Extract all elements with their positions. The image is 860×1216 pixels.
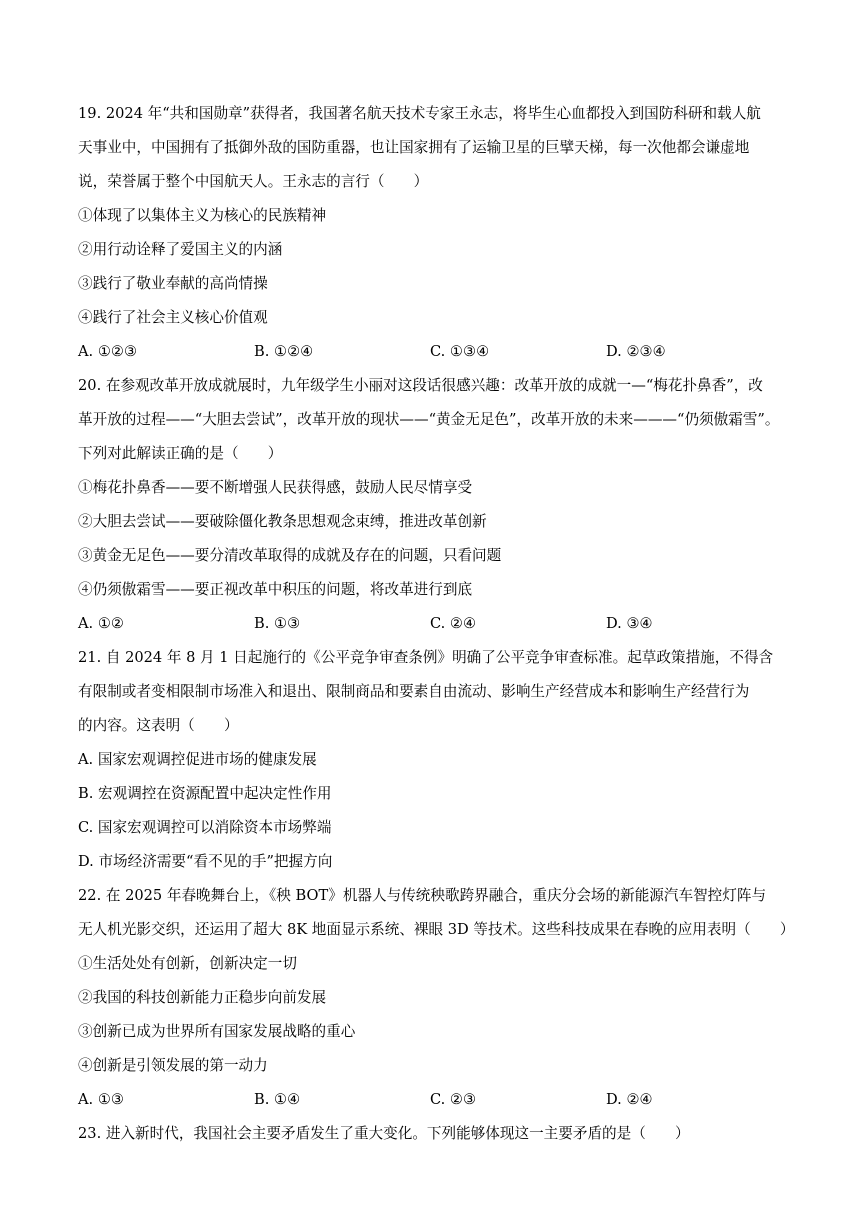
answer-option-a: A. ①② xyxy=(78,615,124,632)
question-stem-line: 下列对此解读正确的是（ ） xyxy=(78,445,283,462)
question-stem-line: 19. 2024 年“共和国勋章”获得者，我国著名航天技术专家王永志，将毕生心血都投入到国防科研和载人航 xyxy=(78,105,761,122)
question-stem-line: 22. 在 2025 年春晚舞台上，《秧 BOT》机器人与传统秧歌跨界融合，重庆分会场的新能源汽车智控灯阵与 xyxy=(78,887,767,904)
answer-option-c: C. 国家宏观调控可以消除资本市场弊端 xyxy=(78,819,332,836)
question-stem-line: 20. 在参观改革开放成就展时，九年级学生小丽对这段话很感兴趣：改革开放的成就一—“梅花扑鼻香”，改 xyxy=(78,377,763,394)
answer-option-b: B. 宏观调控在资源配置中起决定性作用 xyxy=(78,785,332,802)
answer-option-c: C. ②④ xyxy=(430,615,477,632)
statement-item: ①梅花扑鼻香——要不断增强人民获得感，鼓励人民尽情享受 xyxy=(78,479,473,496)
question-stem-line: 的内容。这表明（ ） xyxy=(78,717,239,734)
statement-item: ②用行动诠释了爱国主义的内涵 xyxy=(78,241,283,258)
statement-item: ④践行了社会主义核心价值观 xyxy=(78,309,268,326)
question-stem-line: 23. 进入新时代，我国社会主要矛盾发生了重大变化。下列能够体现这一主要矛盾的是（ ） xyxy=(78,1125,690,1142)
question-stem-line: 有限制或者变相限制市场准入和退出、限制商品和要素自由流动、影响生产经营成本和影响生产经营行为 xyxy=(78,683,750,700)
answer-option-c: C. ①③④ xyxy=(430,343,490,360)
answer-option-d: D. ②④ xyxy=(606,1091,653,1108)
answer-option-d: D. 市场经济需要“看不见的手”把握方向 xyxy=(78,853,333,870)
statement-item: ①体现了以集体主义为核心的民族精神 xyxy=(78,207,327,224)
statement-item: ④创新是引领发展的第一动力 xyxy=(78,1057,268,1074)
question-stem-line: 21. 自 2024 年 8 月 1 日起施行的《公平竞争审查条例》明确了公平竞争审查标准。起草政策措施，不得含 xyxy=(78,649,774,666)
statement-item: ②大胆去尝试——要破除僵化教条思想观念束缚，推进改革创新 xyxy=(78,513,487,530)
answer-option-b: B. ①②④ xyxy=(254,343,314,360)
statement-item: ③创新已成为世界所有国家发展战略的重心 xyxy=(78,1023,356,1040)
answer-option-a: A. 国家宏观调控促进市场的健康发展 xyxy=(78,751,317,768)
answer-option-b: B. ①③ xyxy=(254,615,301,632)
answer-option-c: C. ②③ xyxy=(430,1091,477,1108)
answer-option-a: A. ①③ xyxy=(78,1091,124,1108)
statement-item: ①生活处处有创新，创新决定一切 xyxy=(78,955,297,972)
statement-item: ②我国的科技创新能力正稳步向前发展 xyxy=(78,989,327,1006)
question-stem-line: 革开放的过程——“大胆去尝试”，改革开放的现状——“黄金无足色”，改革开放的未来———“仍须傲霜雪”。 xyxy=(78,411,780,428)
question-stem-line: 说，荣誉属于整个中国航天人。王永志的言行（ ） xyxy=(78,173,429,190)
statement-item: ③黄金无足色——要分清改革取得的成就及存在的问题，只看问题 xyxy=(78,547,502,564)
question-stem-line: 天事业中，中国拥有了抵御外敌的国防重器，也让国家拥有了运输卫星的巨擘天梯，每一次他都会谦虚地 xyxy=(78,139,750,156)
answer-option-b: B. ①④ xyxy=(254,1091,301,1108)
answer-option-d: D. ③④ xyxy=(606,615,653,632)
statement-item: ③践行了敬业奉献的高尚情操 xyxy=(78,275,268,292)
answer-option-d: D. ②③④ xyxy=(606,343,666,360)
question-stem-line: 无人机光影交织，还运用了超大 8K 地面显示系统、裸眼 3D 等技术。这些科技成果在春晚的应用表明（ ） xyxy=(78,921,795,938)
answer-option-a: A. ①②③ xyxy=(78,343,138,360)
statement-item: ④仍须傲霜雪——要正视改革中积压的问题，将改革进行到底 xyxy=(78,581,473,598)
